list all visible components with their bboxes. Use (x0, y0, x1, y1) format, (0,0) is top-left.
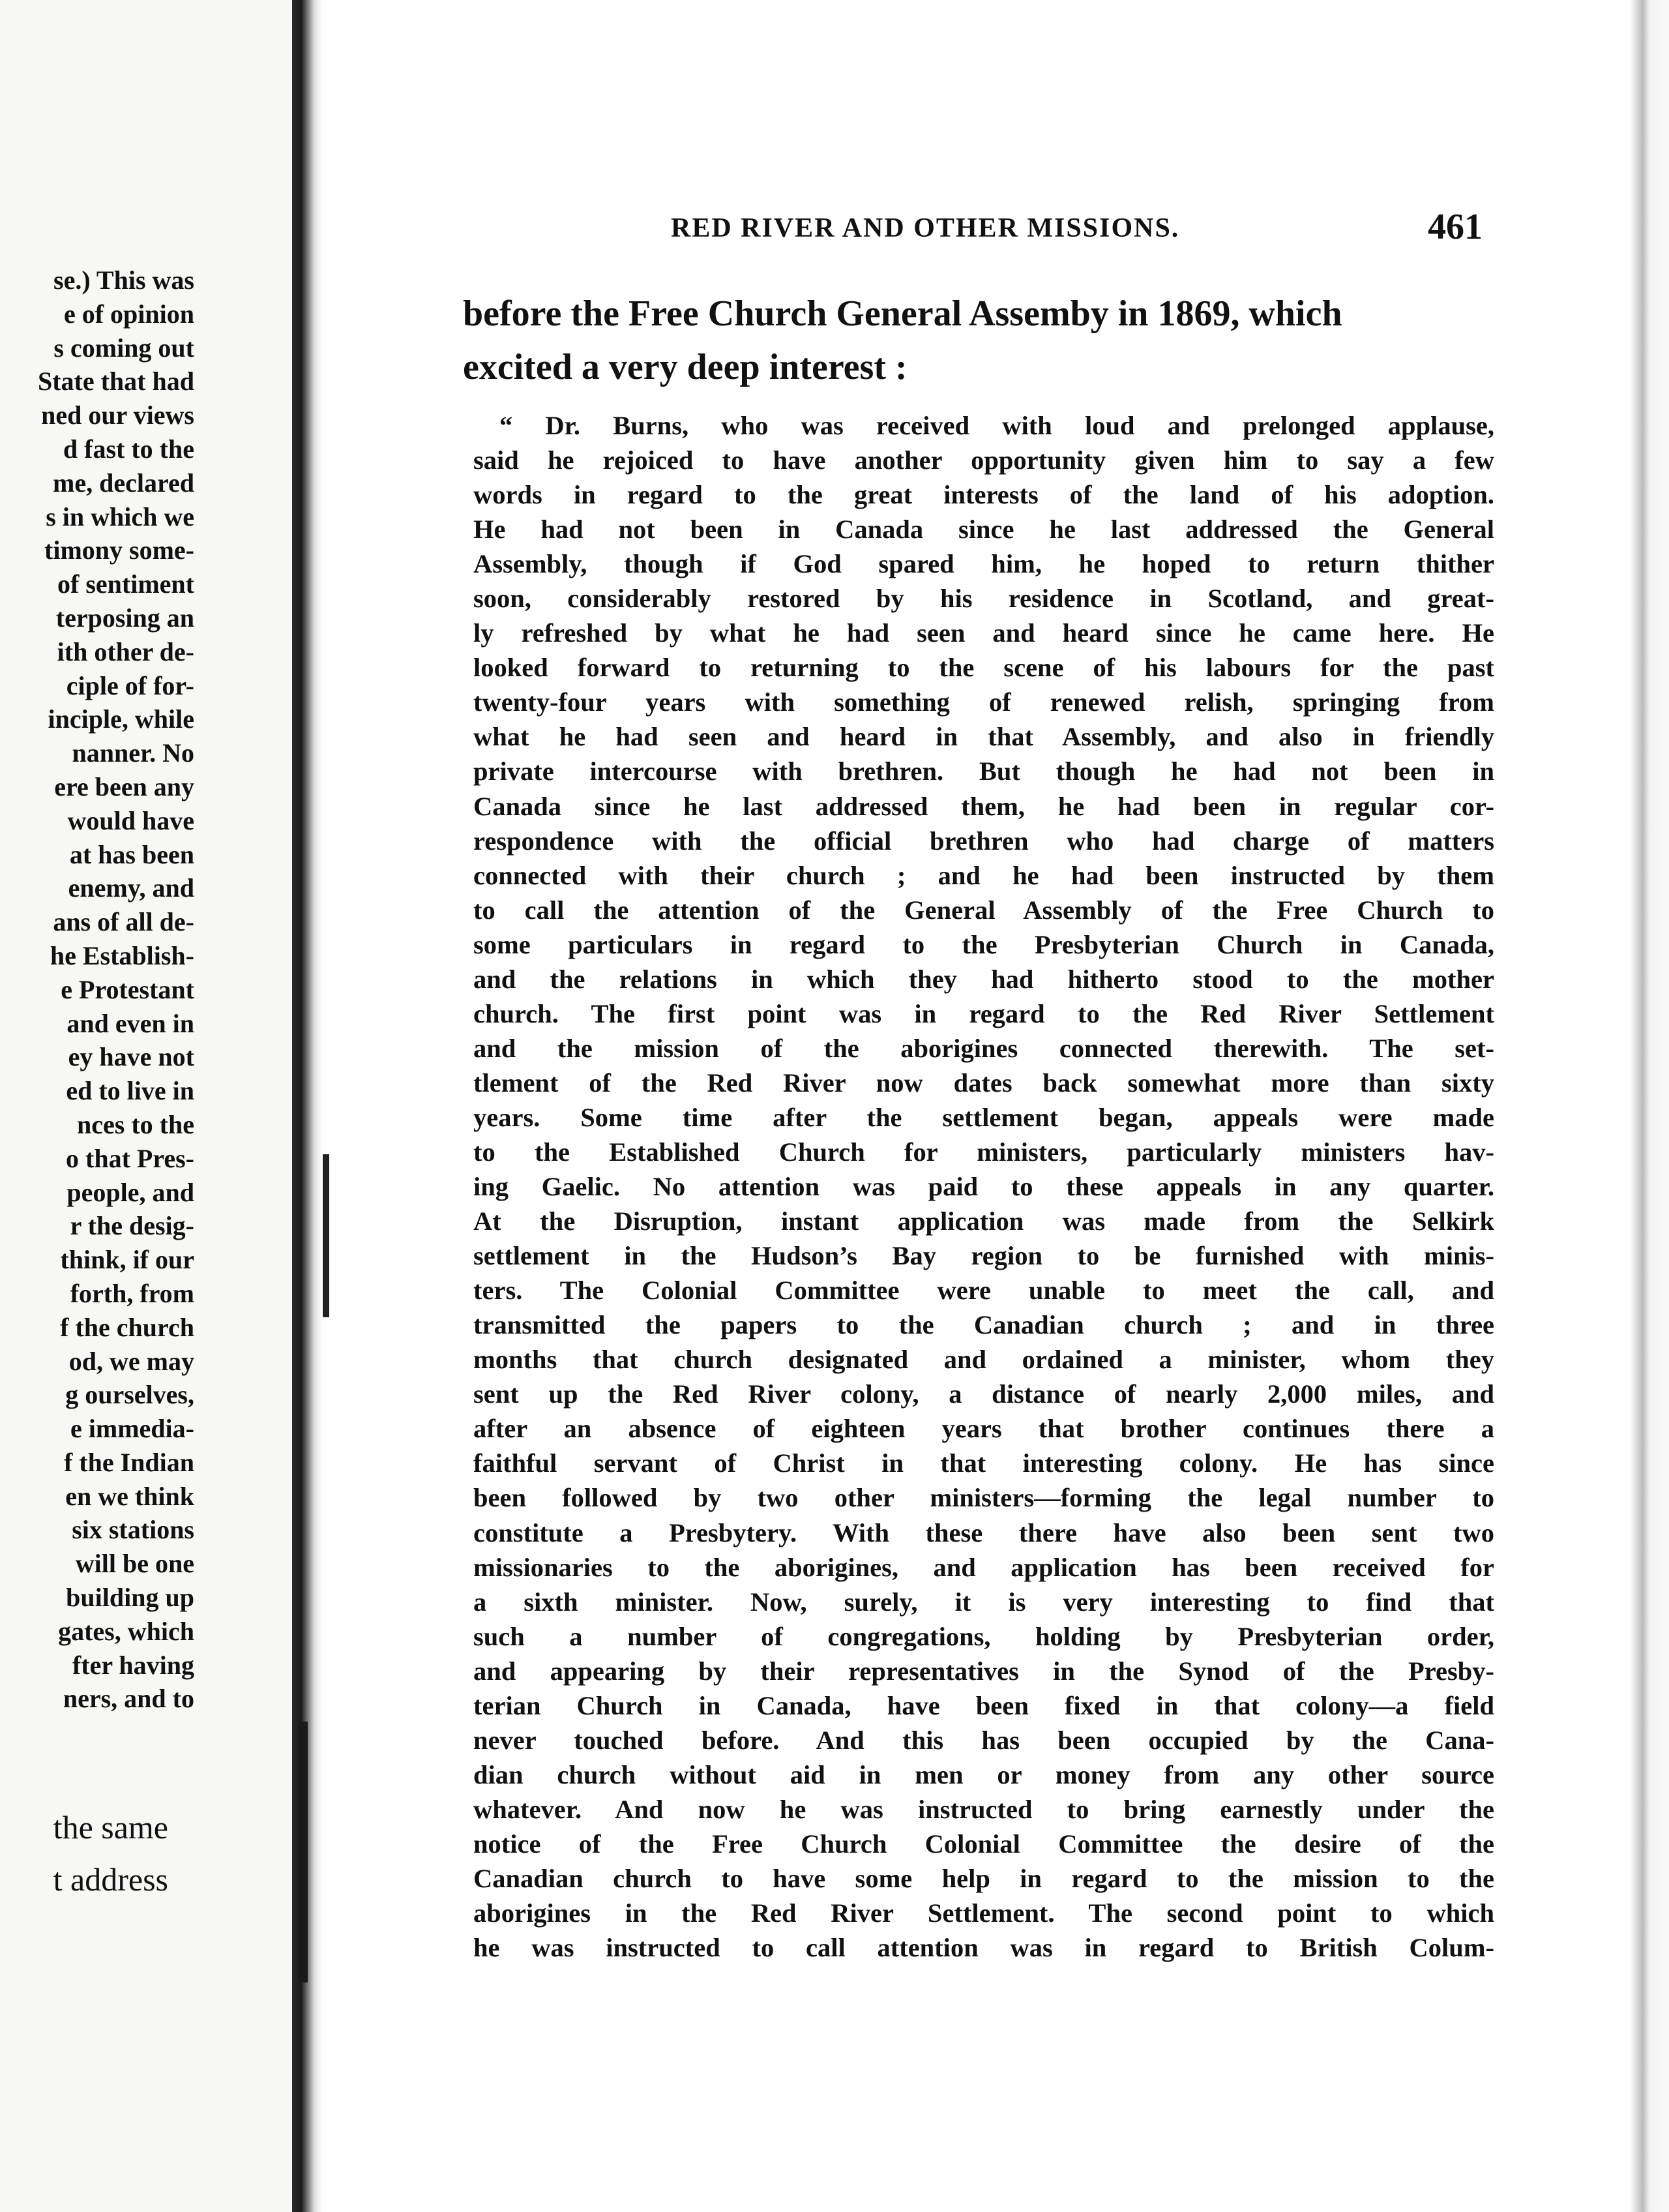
text-line: twenty-four years with something of renewed relish, springing from (473, 687, 1494, 717)
gutter-shadow-mark (299, 1722, 308, 1982)
facing-page-line: od, we may (68, 1346, 194, 1376)
facing-page-line: at has been (69, 839, 194, 869)
text-line: he was instructed to call attention was in regard to British Colum- (473, 1933, 1494, 1963)
facing-page-line: building up (66, 1583, 194, 1613)
text-line: excited a very deep interest : (463, 347, 908, 387)
text-line: words in regard to the great interests of the land of his adoption. (473, 480, 1494, 510)
facing-page-line: ciple of for- (66, 670, 194, 700)
text-line: years. Some time after the settlement began, appeals were made (473, 1102, 1494, 1132)
facing-page-line: f the church (60, 1312, 194, 1342)
facing-page-line: ere been any (54, 771, 194, 801)
text-line: sent up the Red River colony, a distance of nearly 2,000 miles, and (473, 1379, 1494, 1409)
facing-page-line: would have (67, 805, 194, 835)
facing-page-line: d fast to the (63, 434, 194, 464)
text-line: private intercourse with brethren. But though he had not been in (473, 756, 1494, 786)
text-line: notice of the Free Church Colonial Committee the desire of the (473, 1829, 1494, 1859)
book-page (334, 0, 1630, 2212)
facing-page-line: ey have not (68, 1042, 194, 1072)
facing-page-line: nces to the (77, 1109, 194, 1139)
text-line: Canada since he last addressed them, he had been in regular cor- (473, 791, 1494, 821)
page-number: 461 (1428, 207, 1483, 247)
gutter-shadow-mark (323, 1154, 329, 1317)
text-line: aborigines in the Red River Settlement. The second point to which (473, 1898, 1494, 1928)
text-line: settlement in the Hudson’s Bay region to be furnished with minis- (473, 1241, 1494, 1271)
facing-page-line: forth, from (70, 1278, 194, 1308)
text-line: months that church designated and ordained a minister, whom they (473, 1345, 1494, 1375)
text-line: after an absence of eighteen years that brother continues there a (473, 1414, 1494, 1444)
facing-page-line: e immedia- (70, 1414, 194, 1444)
text-line: faithful servant of Christ in that interesting colony. He has since (473, 1448, 1494, 1478)
page-edge (1630, 0, 1669, 2212)
text-line: Canadian church to have some help in regard to the mission to the (473, 1863, 1494, 1893)
facing-page-line: six stations (72, 1515, 194, 1545)
facing-page-line: r the desig- (70, 1211, 194, 1241)
text-line: never touched before. And this has been occupied by the Cana- (473, 1725, 1494, 1755)
facing-page-line: ners, and to (63, 1684, 194, 1714)
text-line: terian Church in Canada, have been fixed in that colony—a field (473, 1690, 1494, 1720)
facing-page-line: the same (53, 1809, 168, 1846)
text-line: looked forward to returning to the scene of his labours for the past (473, 653, 1494, 683)
text-line: and the mission of the aborigines connected therewith. The set- (473, 1033, 1494, 1063)
facing-page-line: e Protestant (61, 974, 194, 1004)
text-line: what he had seen and heard in that Assembly, and also in friendly (473, 722, 1494, 752)
text-line: been followed by two other ministers—forming the legal number to (473, 1483, 1494, 1513)
facing-page-line: people, and (66, 1177, 194, 1207)
facing-page-line: gates, which (58, 1616, 194, 1646)
text-line: to call the attention of the General Assembly of the Free Church to (473, 895, 1494, 925)
text-line: He had not been in Canada since he last addressed the General (473, 515, 1494, 545)
facing-page-line: think, if our (60, 1245, 194, 1275)
facing-page-line: nanner. No (72, 738, 194, 768)
facing-page-line: inciple, while (48, 704, 194, 734)
text-line: before the Free Church General Assemby in 1869, which (463, 293, 1342, 334)
text-line: soon, considerably restored by his residence in Scotland, and great- (473, 584, 1494, 614)
facing-page-line: and even in (66, 1008, 194, 1038)
facing-page-line: timony some- (44, 535, 194, 565)
facing-page-line: fter having (72, 1650, 194, 1680)
facing-page-line: he Establish- (50, 940, 194, 970)
intro-paragraph (463, 287, 1480, 394)
facing-page-line: f the Indian (63, 1447, 194, 1477)
facing-page-line: s in which we (46, 501, 194, 531)
facing-page-line: will be one (75, 1549, 194, 1579)
facing-page-line: me, declared (53, 468, 194, 498)
facing-page (0, 0, 292, 2212)
quoted-speech (473, 408, 1494, 1965)
facing-page-line: ed to live in (66, 1076, 194, 1106)
text-line: a sixth minister. Now, surely, it is very interesting to find that (473, 1587, 1494, 1617)
facing-page-line: t address (53, 1861, 168, 1898)
text-line: respondence with the official brethren who had charge of matters (473, 826, 1494, 856)
facing-page-line: State that had (37, 366, 194, 396)
text-line: to the Established Church for ministers, particularly ministers hav- (473, 1137, 1494, 1167)
facing-page-line: enemy, and (68, 873, 194, 903)
text-line: some particulars in regard to the Presbyterian Church in Canada, (473, 929, 1494, 959)
running-title: RED RIVER AND OTHER MISSIONS. (671, 213, 1180, 243)
facing-page-bottom-text (0, 1801, 168, 1906)
text-line: At the Disruption, instant application was made from the Selkirk (473, 1206, 1494, 1236)
text-line: ing Gaelic. No attention was paid to these appeals in any quarter. (473, 1172, 1494, 1202)
text-line: ters. The Colonial Committee were unable to meet the call, and (473, 1276, 1494, 1306)
text-line: connected with their church ; and he had been instructed by them (473, 860, 1494, 890)
text-line: said he rejoiced to have another opportunity given him to say a few (473, 445, 1494, 475)
facing-page-column (0, 263, 194, 1716)
text-line: and the relations in which they had hitherto stood to the mother (473, 964, 1494, 994)
text-line: dian church without aid in men or money from any other source (473, 1759, 1494, 1789)
text-line: whatever. And now he was instructed to bring earnestly under the (473, 1794, 1494, 1824)
facing-page-line: en we think (65, 1481, 194, 1511)
facing-page-line: terposing an (55, 603, 194, 633)
text-line: missionaries to the aborigines, and application has been received for (473, 1552, 1494, 1582)
facing-page-line: g ourselves, (65, 1380, 194, 1410)
facing-page-line: se.) This was (53, 265, 194, 295)
text-line: transmitted the papers to the Canadian church ; and in three (473, 1310, 1494, 1340)
text-line: Assembly, though if God spared him, he hoped to return thither (473, 549, 1494, 579)
text-line: ly refreshed by what he had seen and heard since he came here. He (473, 618, 1494, 648)
facing-page-line: e of opinion (63, 299, 194, 329)
facing-page-line: of sentiment (57, 569, 194, 599)
facing-page-line: ned our views (41, 400, 194, 430)
facing-page-line: o that Pres- (66, 1143, 194, 1173)
facing-page-line: ans of all de- (53, 907, 194, 937)
text-line: and appearing by their representatives in the Synod of the Presby- (473, 1656, 1494, 1686)
text-line: “ Dr. Burns, who was received with loud and prelonged applause, (499, 411, 1494, 440)
text-line: constitute a Presbytery. With these there have also been sent two (473, 1517, 1494, 1547)
facing-page-line: s coming out (53, 333, 194, 363)
text-line: such a number of congregations, holding by Presbyterian order, (473, 1621, 1494, 1651)
text-line: church. The first point was in regard to the Red River Settlement (473, 998, 1494, 1028)
facing-page-line: ith other de- (57, 636, 194, 666)
text-line: tlement of the Red River now dates back somewhat more than sixty (473, 1068, 1494, 1098)
